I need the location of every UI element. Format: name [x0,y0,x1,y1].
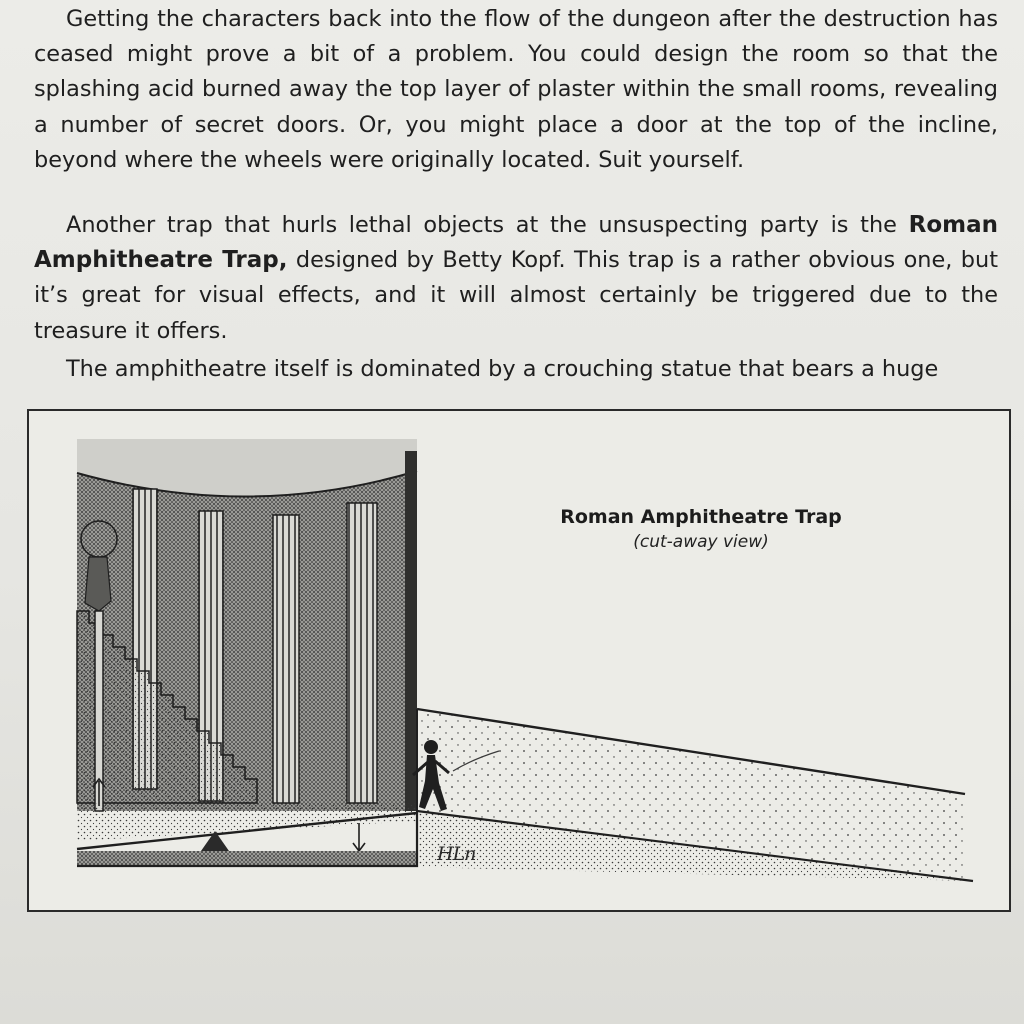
front-wall-edge [405,451,417,811]
figure-caption [551,506,851,552]
trap-illustration [27,409,1011,912]
floor-plank [77,803,417,841]
down-arrow-icon [353,823,365,851]
paragraph-amphitheatre-intro [34,208,998,349]
paragraph-text: Another trap that hurls lethal objects at the unsuspecting party is the [66,212,897,238]
paragraph-text: The amphitheatre itself is dominated by a crouching statue that bears a huge [66,356,939,382]
artist-signature: HLn [437,843,476,865]
paragraph-amphitheatre-statue [34,352,998,387]
pit-base [77,851,417,867]
amphitheatre-drawing [29,411,1009,910]
paragraph-text: designed by Betty Kopf. This trap is a rather obvious one, but it’s great for visual effects, and it will almost certainly be triggered due to the treasure it offers. [34,247,998,344]
paragraph-acid-trap-ending [34,2,998,178]
paragraph-text: Getting the characters back into the flow of the dungeon after the destruction has ceased might prove a bit of a problem. You could design the room so that the splashing acid burned away the top layer of plaster within the small rooms, revealing a number of secret doors. Or, you might place a door at the top of the incline, beyond where the wheels were originally located. Suit yourself. [34,6,998,173]
figure-subtitle: (cut-away view) [633,532,769,552]
figure-title: Roman Amphitheatre Trap [560,506,842,528]
trap-name-bold: Roman Amphitheatre Trap, [34,212,998,274]
